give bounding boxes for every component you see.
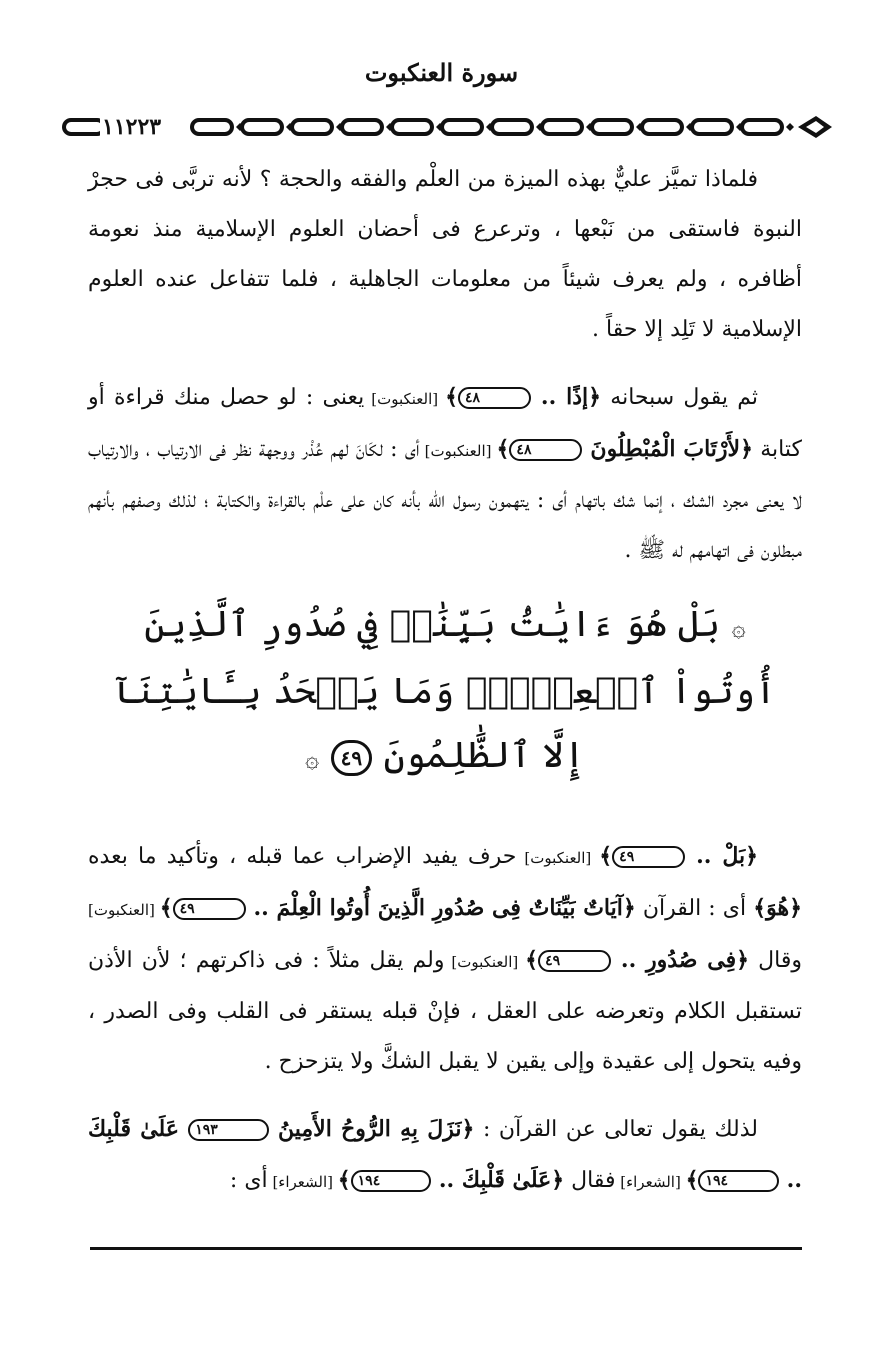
footer-rule — [90, 1247, 802, 1250]
quran-quote — [525, 947, 749, 973]
quran-quote — [160, 895, 636, 921]
text-run: وقال — [749, 948, 802, 973]
ayah-number: ٤٩ — [538, 950, 611, 972]
ayah-number: ١٩٣ — [188, 1119, 269, 1141]
text-run: أى : القرآن — [635, 896, 754, 921]
surah-reference: [الشعراء] — [615, 1173, 686, 1191]
quran-text: ﴿آيَاتٌ بَيِّنَاتٌ فِى صُدُورِ الَّذِينَ أُوتُوا الْعِلْمَ .. — [245, 895, 636, 921]
paragraph-4 — [88, 1104, 802, 1207]
text-run: لذلك يقول تعالى عن القرآن : — [474, 1117, 758, 1142]
ayah-number: ١٩٤ — [698, 1170, 779, 1192]
quran-text: ﴿نَزَلَ بِهِ الرُّوحُ الأَمِينُ — [268, 1116, 475, 1142]
quran-text: ﴿فِى صُدُورِ .. — [611, 947, 750, 973]
quran-text: ﴿إذًا .. — [531, 384, 602, 410]
quran-bracket: ﴾ — [599, 843, 613, 869]
page-content — [88, 155, 802, 1224]
verse-ornament-start: ۞ — [731, 614, 746, 642]
text-run: ثم يقول سبحانه — [601, 385, 758, 410]
decorative-border — [62, 112, 834, 142]
surah-reference: [العنكبوت] — [444, 953, 526, 971]
paragraph-2 — [88, 372, 802, 576]
text-run: فقال — [564, 1168, 616, 1193]
quran-bracket: ﴾ — [337, 1167, 351, 1193]
quran-text: عَلَىٰ قَلْبِكَ .. — [88, 1116, 802, 1193]
ayah-number: ١٩٤ — [351, 1170, 432, 1192]
quran-bracket: ﴾ — [525, 947, 539, 973]
paragraph-1: فلماذا تميَّز عليٌّ بهذه الميزة من العلْم والفقه والحجة ؟ لأنه تربَّى فى حجرْ النبوة فاستقى من نَبْعها ، وترعرع فى أحضان العلوم الإسلامية منذ نعومة أظافره ، ولم يعرف شيئاً من معلومات الجاهلية ، فلما تتفاعل عنده العلوم الإسلامية لا تَلِد إلا حقاً . — [88, 167, 802, 342]
quran-quote — [338, 1167, 564, 1193]
text-run: أى : — [229, 1168, 268, 1193]
surah-reference: [العنكبوت] — [419, 442, 497, 460]
quran-quote — [599, 843, 758, 869]
surah-reference: [العنكبوت] — [364, 390, 446, 408]
text-run: أى : لكَانَ لهم عُذْر ووجهة نظر فى الارتياب ، والارتياب لا يعنى مجرد الشك ، إنما شك باتهام أى : يتهمون رسول الله بأنه كان على علْم بالقراءة والكتابة ؛ لذلك وصفهم بأنهم مبطلون فى اتهامهم له ﷺ . — [88, 437, 802, 563]
text-run: حرف يفيد الإضراب عما قبله ، وتأكيد ما بعده — [88, 844, 517, 869]
surah-reference: [العنكبوت] — [88, 901, 160, 919]
page-number: ١١٢٢٣ — [102, 114, 162, 140]
ayah-number: ٤٩ — [612, 846, 685, 868]
text-run: ولم يقل مثلاً : فى ذاكرتهم ؛ لأن الأذن تستقبل الكلام وتعرضه على العقل ، فإنْ قبله يستقر فى القلب وفى الصدر ، وفيه يتحول إلى عقيدة وإلى يقين لا يقبل الشكَّ ولا يتزحزح . — [88, 948, 802, 1074]
ayah-number: ٤٩ — [331, 740, 372, 776]
surah-reference: [الشعراء] — [267, 1173, 338, 1191]
quran-bracket: ﴾ — [685, 1167, 699, 1193]
surah-title: سورة العنكبوت — [364, 58, 519, 87]
ayah-number: ٤٩ — [173, 898, 246, 920]
quran-quote: ﴿هُوَ﴾ — [753, 895, 802, 921]
verse-text: بَلْ هُوَ ءَايَٰتُۢ بَيِّنَٰتٞ فِي صُدُورِ ٱلَّذِينَ أُوتُواْ ٱلۡعِلۡمَۚ وَمَا يَجۡحَدُ بِـَٔايَٰتِنَآ إِلَّا ٱلظَّٰلِمُونَ — [113, 604, 777, 776]
text-run: يعنى : لو حصل منك قراءة أو كتابة — [88, 385, 802, 462]
quran-quote — [445, 384, 601, 410]
paragraph-3 — [88, 831, 802, 1087]
ayah-number: ٤٨ — [458, 387, 531, 409]
quran-text: ﴿عَلَىٰ قَلْبِكَ .. — [431, 1167, 565, 1193]
quran-bracket: ﴾ — [159, 895, 173, 921]
quran-verse-block — [88, 593, 802, 791]
quran-text: ﴿لأَرْتَابَ الْمُبْطِلُونَ — [582, 436, 753, 462]
surah-reference: [العنكبوت] — [516, 849, 600, 867]
quran-bracket: ﴾ — [445, 384, 458, 410]
ayah-number: ٤٨ — [509, 439, 582, 461]
quran-text: ﴿بَلْ .. — [685, 843, 758, 869]
quran-bracket: ﴾ — [496, 436, 510, 462]
verse-ornament-end: ۞ — [305, 745, 320, 773]
quran-quote — [497, 436, 753, 462]
